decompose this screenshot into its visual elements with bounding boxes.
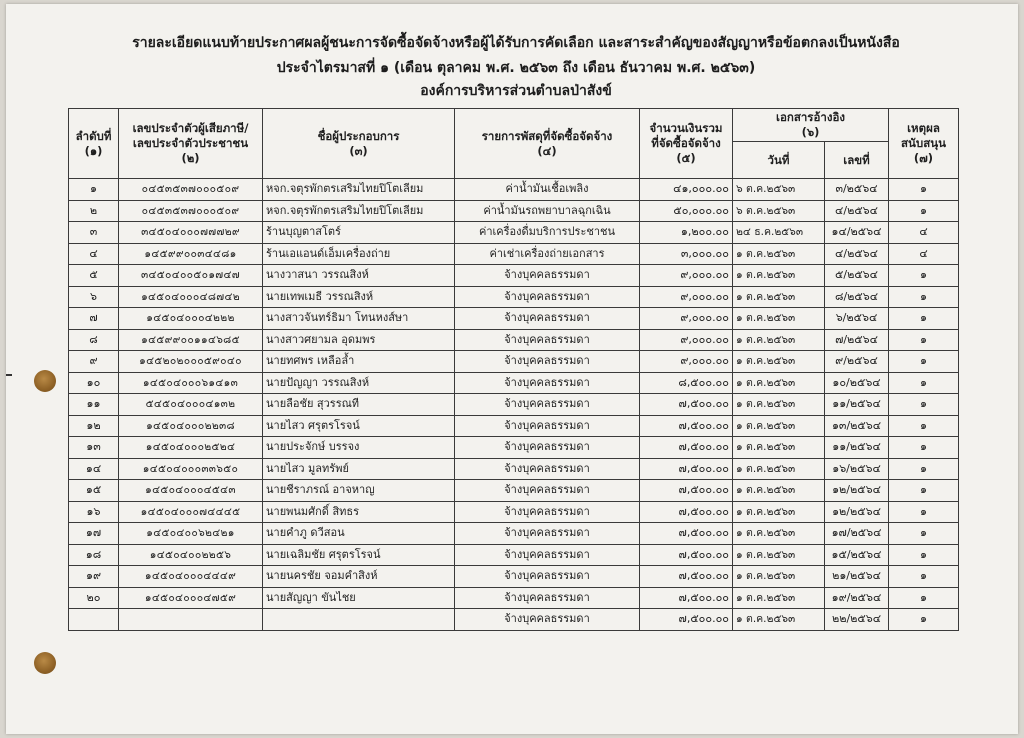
- reason-code-cell: ๑: [889, 437, 959, 459]
- item-description-cell: จ้างบุคคลธรรมดา: [455, 351, 640, 373]
- reason-code-cell: ๑: [889, 265, 959, 287]
- row-number: ๑๐: [69, 372, 119, 394]
- tax-id-cell: ๑๔๕๒๐๒๐๐๐๕๙๐๔๐: [119, 351, 263, 373]
- document-period: ประจำไตรมาสที่ ๑ (เดือน ตุลาคม พ.ศ. ๒๕๖๓ ถึง เดือน ธันวาคม พ.ศ. ๒๕๖๓): [276, 60, 756, 76]
- reference-date-cell: ๖ ต.ค.๒๕๖๓: [733, 200, 825, 222]
- reason-code-cell: ๑: [889, 609, 959, 631]
- item-description-cell: จ้างบุคคลธรรมดา: [455, 265, 640, 287]
- reference-date-cell: ๑ ต.ค.๒๕๖๓: [733, 372, 825, 394]
- reference-date-cell: ๑ ต.ค.๒๕๖๓: [733, 415, 825, 437]
- reference-date-cell: ๑ ต.ค.๒๕๖๓: [733, 394, 825, 416]
- tax-id-cell: ๑๔๕๙๙๐๐๑๑๔๖๘๕: [119, 329, 263, 351]
- col-header-reason: เหตุผล สนับสนุน (๗): [889, 109, 959, 179]
- reason-code-cell: ๑: [889, 351, 959, 373]
- item-description-cell: ค่าน้ำมันเชื้อเพลิง: [455, 179, 640, 201]
- amount-cell: ๗,๕๐๐.๐๐: [640, 523, 733, 545]
- row-number: ๑๘: [69, 544, 119, 566]
- row-number: ๒๐: [69, 587, 119, 609]
- vendor-name-cell: นายคำภู ดวีสอน: [263, 523, 455, 545]
- reason-code-cell: ๑: [889, 587, 959, 609]
- reference-number-cell: ๖/๒๕๖๔: [825, 308, 889, 330]
- col-header-no: ลำดับที่ (๑): [69, 109, 119, 179]
- tax-id-cell: ๑๔๕๐๔๐๐๐๔๕๔๓: [119, 480, 263, 502]
- reference-number-cell: ๔/๒๕๖๔: [825, 243, 889, 265]
- vendor-name-cell: นายทศพร เหลือล้ำ: [263, 351, 455, 373]
- amount-cell: ๗,๕๐๐.๐๐: [640, 609, 733, 631]
- tax-id-cell: ๑๔๕๐๔๐๐๐๔๒๒๒: [119, 308, 263, 330]
- item-description-cell: จ้างบุคคลธรรมดา: [455, 372, 640, 394]
- reference-number-cell: ๕/๒๕๖๔: [825, 265, 889, 287]
- row-number: [69, 609, 119, 631]
- amount-cell: ๙,๐๐๐.๐๐: [640, 329, 733, 351]
- row-number: ๑: [69, 179, 119, 201]
- table-row: [69, 609, 959, 631]
- reference-date-cell: ๒๔ ธ.ค.๒๕๖๓: [733, 222, 825, 244]
- table-row: [69, 587, 959, 609]
- tax-id-cell: ๕๔๕๐๔๐๐๐๔๑๓๒: [119, 394, 263, 416]
- reference-date-cell: ๑ ต.ค.๒๕๖๓: [733, 523, 825, 545]
- vendor-name-cell: นายปัญญา วรรณสิงห์: [263, 372, 455, 394]
- amount-cell: ๑,๒๐๐.๐๐: [640, 222, 733, 244]
- procurement-table: [68, 108, 959, 631]
- vendor-name-cell: นางวาสนา วรรณสิงห์: [263, 265, 455, 287]
- amount-cell: ๗,๕๐๐.๐๐: [640, 415, 733, 437]
- item-description-cell: จ้างบุคคลธรรมดา: [455, 329, 640, 351]
- amount-cell: ๗,๕๐๐.๐๐: [640, 544, 733, 566]
- tax-id-cell: ๑๔๕๐๔๐๐๐๒๒๓๘: [119, 415, 263, 437]
- vendor-name-cell: นายลือชัย สุวรรณที: [263, 394, 455, 416]
- reason-code-cell: ๔: [889, 222, 959, 244]
- reference-number-cell: ๑๗/๒๕๖๔: [825, 523, 889, 545]
- table-row: [69, 372, 959, 394]
- col-header-ref-date: วันที่: [733, 142, 825, 179]
- reason-code-cell: ๑: [889, 372, 959, 394]
- amount-cell: ๗,๕๐๐.๐๐: [640, 501, 733, 523]
- amount-cell: ๗,๕๐๐.๐๐: [640, 437, 733, 459]
- table-row: [69, 523, 959, 545]
- item-description-cell: ค่าเครื่องดื่มบริการประชาชน: [455, 222, 640, 244]
- item-description-cell: จ้างบุคคลธรรมดา: [455, 286, 640, 308]
- reference-number-cell: ๑๐/๒๕๖๔: [825, 372, 889, 394]
- tax-id-cell: ๑๔๕๐๔๐๐๐๗๔๔๔๕: [119, 501, 263, 523]
- col-header-tax-id: เลขประจำตัวผู้เสียภาษี/ เลขประจำตัวประชาชน (๒): [119, 109, 263, 179]
- item-description-cell: ค่าน้ำมันรถพยาบาลฉุกเฉิน: [455, 200, 640, 222]
- vendor-name-cell: ร้านเอแอนด์เอ็มเครื่องถ่าย: [263, 243, 455, 265]
- reference-date-cell: ๑ ต.ค.๒๕๖๓: [733, 544, 825, 566]
- tax-id-cell: ๑๔๕๐๔๐๐๐๔๗๕๙: [119, 587, 263, 609]
- vendor-name-cell: นางสาวจันทร์ธิมา โทนหงส์ษา: [263, 308, 455, 330]
- amount-cell: ๙,๐๐๐.๐๐: [640, 308, 733, 330]
- table-row: [69, 458, 959, 480]
- reason-code-cell: ๑: [889, 286, 959, 308]
- reference-number-cell: ๒๒/๒๕๖๔: [825, 609, 889, 631]
- row-number: ๑๕: [69, 480, 119, 502]
- tax-id-cell: ๐๔๕๓๕๓๗๐๐๐๕๐๙: [119, 200, 263, 222]
- reference-date-cell: ๑ ต.ค.๒๕๖๓: [733, 308, 825, 330]
- reference-number-cell: ๑๓/๒๕๖๔: [825, 415, 889, 437]
- row-number: ๑๓: [69, 437, 119, 459]
- reference-number-cell: ๒๑/๒๕๖๔: [825, 566, 889, 588]
- item-description-cell: ค่าเช่าเครื่องถ่ายเอกสาร: [455, 243, 640, 265]
- tax-id-cell: ๓๔๕๐๔๐๐๐๗๗๗๒๙: [119, 222, 263, 244]
- tax-id-cell: [119, 609, 263, 631]
- reference-number-cell: ๙/๒๕๖๔: [825, 351, 889, 373]
- vendor-name-cell: นางสาวศยามล อุดมพร: [263, 329, 455, 351]
- table-row: [69, 415, 959, 437]
- reference-number-cell: ๑๒/๒๕๖๔: [825, 480, 889, 502]
- row-number: ๑๖: [69, 501, 119, 523]
- reference-date-cell: ๑ ต.ค.๒๕๖๓: [733, 329, 825, 351]
- reason-code-cell: ๑: [889, 544, 959, 566]
- vendor-name-cell: นายสัญญา ขันไชย: [263, 587, 455, 609]
- reference-date-cell: ๑ ต.ค.๒๕๖๓: [733, 437, 825, 459]
- row-number: ๑๒: [69, 415, 119, 437]
- row-number: ๙: [69, 351, 119, 373]
- reference-number-cell: ๑๒/๒๕๖๔: [825, 501, 889, 523]
- reference-date-cell: ๖ ต.ค.๒๕๖๓: [733, 179, 825, 201]
- tax-id-cell: ๑๔๕๐๔๐๐๐๔๔๔๙: [119, 566, 263, 588]
- reason-code-cell: ๑: [889, 329, 959, 351]
- reference-date-cell: ๑ ต.ค.๒๕๖๓: [733, 501, 825, 523]
- reason-code-cell: ๑: [889, 458, 959, 480]
- reference-number-cell: ๑๖/๒๕๖๔: [825, 458, 889, 480]
- margin-mark: [6, 374, 12, 376]
- amount-cell: ๙,๐๐๐.๐๐: [640, 351, 733, 373]
- vendor-name-cell: หจก.จตุรพักตรเสริมไทยปิโตเลียม: [263, 179, 455, 201]
- table-row: [69, 308, 959, 330]
- vendor-name-cell: นายไสว มูลทรัพย์: [263, 458, 455, 480]
- vendor-name-cell: นายเฉลิมชัย ศรุตรโรจน์: [263, 544, 455, 566]
- reason-code-cell: ๑: [889, 566, 959, 588]
- table-row: [69, 501, 959, 523]
- amount-cell: ๓,๐๐๐.๐๐: [640, 243, 733, 265]
- tax-id-cell: ๑๔๕๐๔๐๐๐๓๓๖๕๐: [119, 458, 263, 480]
- binder-hole: [34, 370, 56, 392]
- row-number: ๘: [69, 329, 119, 351]
- vendor-name-cell: นายประจักษ์ บรรจง: [263, 437, 455, 459]
- item-description-cell: จ้างบุคคลธรรมดา: [455, 480, 640, 502]
- reference-date-cell: ๑ ต.ค.๒๕๖๓: [733, 286, 825, 308]
- reference-number-cell: ๑๙/๒๕๖๔: [825, 587, 889, 609]
- table-row: [69, 222, 959, 244]
- document-title: รายละเอียดแนบท้ายประกาศผลผู้ชนะการจัดซื้อจัดจ้างหรือผู้ได้รับการคัดเลือก และสาระสำคัญของสัญญาหรือข้อตกลงเป็นหนังสือ: [132, 35, 900, 51]
- item-description-cell: จ้างบุคคลธรรมดา: [455, 415, 640, 437]
- row-number: ๑๗: [69, 523, 119, 545]
- reference-date-cell: ๑ ต.ค.๒๕๖๓: [733, 351, 825, 373]
- organization-name: องค์การบริหารส่วนตำบลป่าสังข์: [420, 83, 612, 99]
- table-row: [69, 200, 959, 222]
- row-number: ๒: [69, 200, 119, 222]
- reference-date-cell: ๑ ต.ค.๒๕๖๓: [733, 609, 825, 631]
- reason-code-cell: ๔: [889, 243, 959, 265]
- row-number: ๑๔: [69, 458, 119, 480]
- item-description-cell: จ้างบุคคลธรรมดา: [455, 437, 640, 459]
- row-number: ๑๑: [69, 394, 119, 416]
- reference-date-cell: ๑ ต.ค.๒๕๖๓: [733, 480, 825, 502]
- amount-cell: ๔๑,๐๐๐.๐๐: [640, 179, 733, 201]
- item-description-cell: จ้างบุคคลธรรมดา: [455, 523, 640, 545]
- amount-cell: ๗,๕๐๐.๐๐: [640, 394, 733, 416]
- row-number: ๔: [69, 243, 119, 265]
- item-description-cell: จ้างบุคคลธรรมดา: [455, 587, 640, 609]
- row-number: ๓: [69, 222, 119, 244]
- table-row: [69, 243, 959, 265]
- vendor-name-cell: ร้านบุญตาสโตร์: [263, 222, 455, 244]
- item-description-cell: จ้างบุคคลธรรมดา: [455, 394, 640, 416]
- amount-cell: ๗,๕๐๐.๐๐: [640, 458, 733, 480]
- col-header-ref-docs: เอกสารอ้างอิง (๖): [733, 109, 889, 142]
- tax-id-cell: ๑๔๕๐๔๐๐๖๒๔๒๑: [119, 523, 263, 545]
- table-row: [69, 544, 959, 566]
- tax-id-cell: ๑๔๕๐๔๐๐๐๖๑๔๑๓: [119, 372, 263, 394]
- reference-number-cell: ๑๑/๒๕๖๔: [825, 394, 889, 416]
- amount-cell: ๙,๐๐๐.๐๐: [640, 265, 733, 287]
- table-row: [69, 329, 959, 351]
- reason-code-cell: ๑: [889, 501, 959, 523]
- vendor-name-cell: นายเทพเมธี วรรณสิงห์: [263, 286, 455, 308]
- amount-cell: ๘,๕๐๐.๐๐: [640, 372, 733, 394]
- table-row: [69, 480, 959, 502]
- reference-number-cell: ๗/๒๕๖๔: [825, 329, 889, 351]
- tax-id-cell: ๑๔๕๙๙๐๐๓๔๔๘๑: [119, 243, 263, 265]
- document-page: [6, 4, 1018, 734]
- reference-date-cell: ๑ ต.ค.๒๕๖๓: [733, 566, 825, 588]
- item-description-cell: จ้างบุคคลธรรมดา: [455, 458, 640, 480]
- reason-code-cell: ๑: [889, 415, 959, 437]
- reference-date-cell: ๑ ต.ค.๒๕๖๓: [733, 265, 825, 287]
- table-row: [69, 286, 959, 308]
- reference-number-cell: ๑๑/๒๕๖๔: [825, 437, 889, 459]
- item-description-cell: จ้างบุคคลธรรมดา: [455, 308, 640, 330]
- item-description-cell: จ้างบุคคลธรรมดา: [455, 609, 640, 631]
- binder-hole: [34, 652, 56, 674]
- reason-code-cell: ๑: [889, 394, 959, 416]
- reason-code-cell: ๑: [889, 480, 959, 502]
- table-row: [69, 351, 959, 373]
- amount-cell: ๗,๕๐๐.๐๐: [640, 587, 733, 609]
- vendor-name-cell: นายไสว ศรุตรโรจน์: [263, 415, 455, 437]
- reason-code-cell: ๑: [889, 523, 959, 545]
- tax-id-cell: ๑๔๕๐๔๐๐๐๔๘๗๔๒: [119, 286, 263, 308]
- reference-number-cell: ๑๔/๒๕๖๔: [825, 222, 889, 244]
- vendor-name-cell: นายชีราภรณ์ อาจหาญ: [263, 480, 455, 502]
- table-row: [69, 179, 959, 201]
- item-description-cell: จ้างบุคคลธรรมดา: [455, 501, 640, 523]
- tax-id-cell: ๑๔๕๐๔๐๐๐๒๕๒๔: [119, 437, 263, 459]
- row-number: ๑๙: [69, 566, 119, 588]
- reason-code-cell: ๑: [889, 179, 959, 201]
- vendor-name-cell: นายนครชัย จอมคำสิงห์: [263, 566, 455, 588]
- col-header-amount: จำนวนเงินรวม ที่จัดซื้อจัดจ้าง (๕): [640, 109, 733, 179]
- reference-date-cell: ๑ ต.ค.๒๕๖๓: [733, 587, 825, 609]
- reference-number-cell: ๔/๒๕๖๔: [825, 200, 889, 222]
- vendor-name-cell: [263, 609, 455, 631]
- tax-id-cell: ๓๔๕๐๔๐๐๕๐๑๗๔๗: [119, 265, 263, 287]
- amount-cell: ๙,๐๐๐.๐๐: [640, 286, 733, 308]
- reference-date-cell: ๑ ต.ค.๒๕๖๓: [733, 458, 825, 480]
- reference-number-cell: ๓/๒๕๖๔: [825, 179, 889, 201]
- tax-id-cell: ๑๔๕๐๔๐๐๒๒๕๖: [119, 544, 263, 566]
- reason-code-cell: ๑: [889, 200, 959, 222]
- col-header-vendor: ชื่อผู้ประกอบการ (๓): [263, 109, 455, 179]
- row-number: ๖: [69, 286, 119, 308]
- vendor-name-cell: หจก.จตุรพักตรเสริมไทยปิโตเลียม: [263, 200, 455, 222]
- table-row: [69, 265, 959, 287]
- row-number: ๕: [69, 265, 119, 287]
- item-description-cell: จ้างบุคคลธรรมดา: [455, 544, 640, 566]
- row-number: ๗: [69, 308, 119, 330]
- table-row: [69, 437, 959, 459]
- table-row: [69, 394, 959, 416]
- reference-number-cell: ๑๕/๒๕๖๔: [825, 544, 889, 566]
- amount-cell: ๗,๕๐๐.๐๐: [640, 566, 733, 588]
- amount-cell: ๗,๕๐๐.๐๐: [640, 480, 733, 502]
- reason-code-cell: ๑: [889, 308, 959, 330]
- tax-id-cell: ๐๔๕๓๕๓๗๐๐๐๕๐๙: [119, 179, 263, 201]
- amount-cell: ๕๐,๐๐๐.๐๐: [640, 200, 733, 222]
- reference-date-cell: ๑ ต.ค.๒๕๖๓: [733, 243, 825, 265]
- reference-number-cell: ๘/๒๕๖๔: [825, 286, 889, 308]
- item-description-cell: จ้างบุคคลธรรมดา: [455, 566, 640, 588]
- col-header-item: รายการพัสดุที่จัดซื้อจัดจ้าง (๔): [455, 109, 640, 179]
- table-body: [69, 179, 959, 631]
- col-header-ref-no: เลขที่: [825, 142, 889, 179]
- table-row: [69, 566, 959, 588]
- vendor-name-cell: นายพนมศักดิ์ สิทธร: [263, 501, 455, 523]
